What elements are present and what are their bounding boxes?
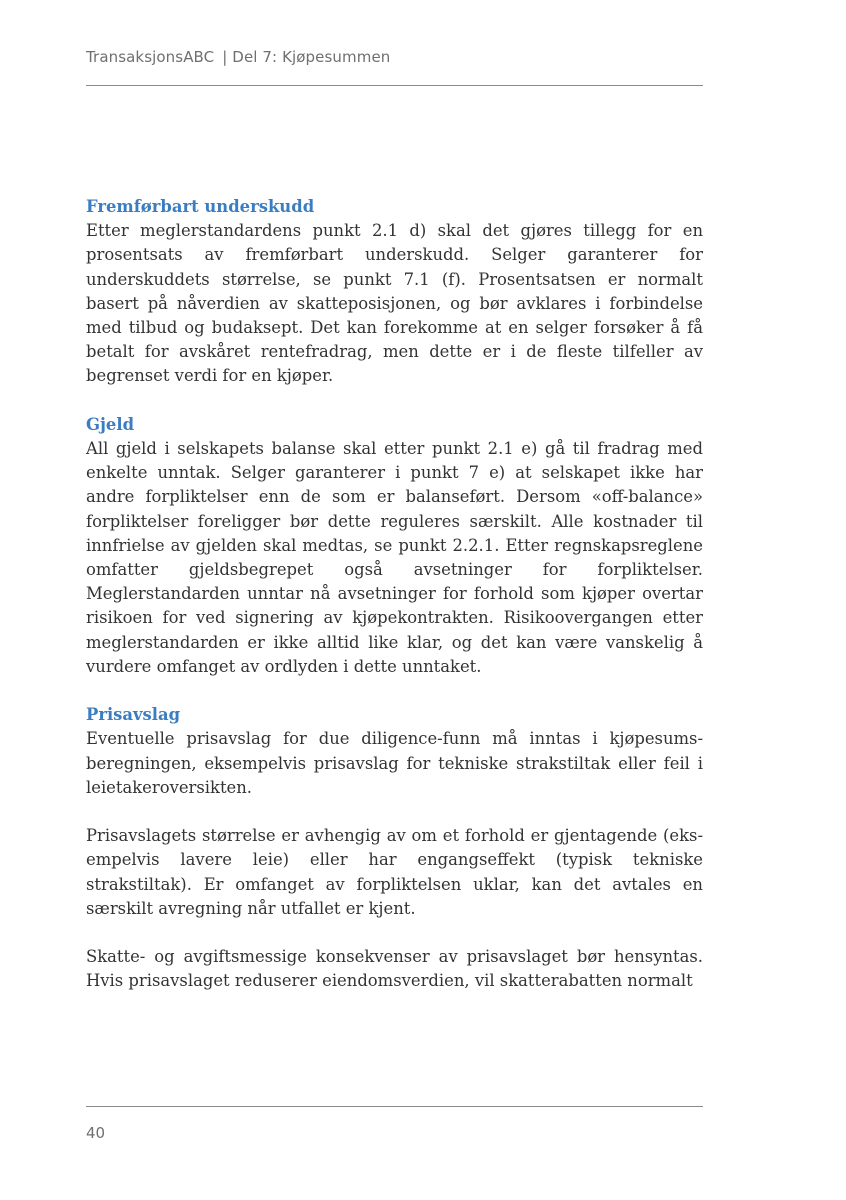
running-header	[86, 48, 703, 66]
section-gjeld	[86, 413, 703, 679]
section-heading: Fremførbart underskudd	[86, 197, 315, 216]
chapter-label: | Del 7: Kjøpesummen	[222, 48, 391, 66]
paragraph: Skatte- og avgiftsmessige konsekvenser av prisavslaget bør hensyntas. Hvis prisavslaget reduserer eiendomsverdien, vil skatterabatten normalt	[86, 947, 703, 991]
paragraph: Eventuelle prisavslag for due diligence-funn må inntas i kjøpesumsberegningen, eksempelvis prisavslag for tekniske strakstiltak eller feil i leietakeroversikten.	[86, 729, 703, 797]
page-number: 40	[86, 1124, 106, 1142]
header-divider	[86, 85, 703, 86]
paragraph: All gjeld i selskapets balanse skal etter punkt 2.1 e) gå til fradrag med enkelte unntak. Selger garanterer i punkt 7 e) at selskapet ikke har andre forpliktelser enn de som er balanseført. Dersom «off-balance» forpliktelser foreligger bør dette reguleres særskilt. Alle kostnader til innfrielse av gjelden skal medtas, se punkt 2.2.1. Etter regnskapsreglene omfatter gjeldsbegrepet også avsetninger for forpliktelser. Meglerstandarden unntar nå avsetninger for forhold som kjøper overtar risikoen for ved signering av kjøpekontrakten. Risikoovergangen etter meglerstandarden er ikke alltid like klar, og det kan være vanskelig å vurdere omfanget av ordlyden i dette unntaket.	[86, 439, 703, 676]
section-prisavslag	[86, 703, 703, 993]
section-fremforbart-underskudd	[86, 195, 703, 389]
footer-divider	[86, 1106, 703, 1107]
document-title: TransaksjonsABC	[86, 48, 215, 66]
section-heading: Gjeld	[86, 414, 135, 434]
section-heading: Prisavslag	[86, 705, 181, 725]
paragraph: Etter meglerstandardens punkt 2.1 d) skal det gjøres tillegg for en prosentsats av fremførbart underskudd. Selger garanterer for underskuddets størrelse, se punkt 7.1 (f). Prosentsatsen er normalt basert på nåverdien av skatteposisjonen, og bør avklares i forbindelse med tilbud og budaksept. Det kan forekomme at en selger forsøker å få betalt for avskåret rentefradrag, men dette er i de fleste tilfeller av begrenset verdi for en kjøper.	[86, 221, 703, 386]
paragraph: Prisavslagets størrelse er avhengig av om et forhold er gjentagende (eksempelvis lavere leie) eller har engangseffekt (typisk tekniske strakstiltak). Er omfanget av forpliktelsen uklar, kan det avtales en særskilt avregning når utfallet er kjent.	[86, 826, 703, 918]
page-body	[86, 195, 703, 1018]
